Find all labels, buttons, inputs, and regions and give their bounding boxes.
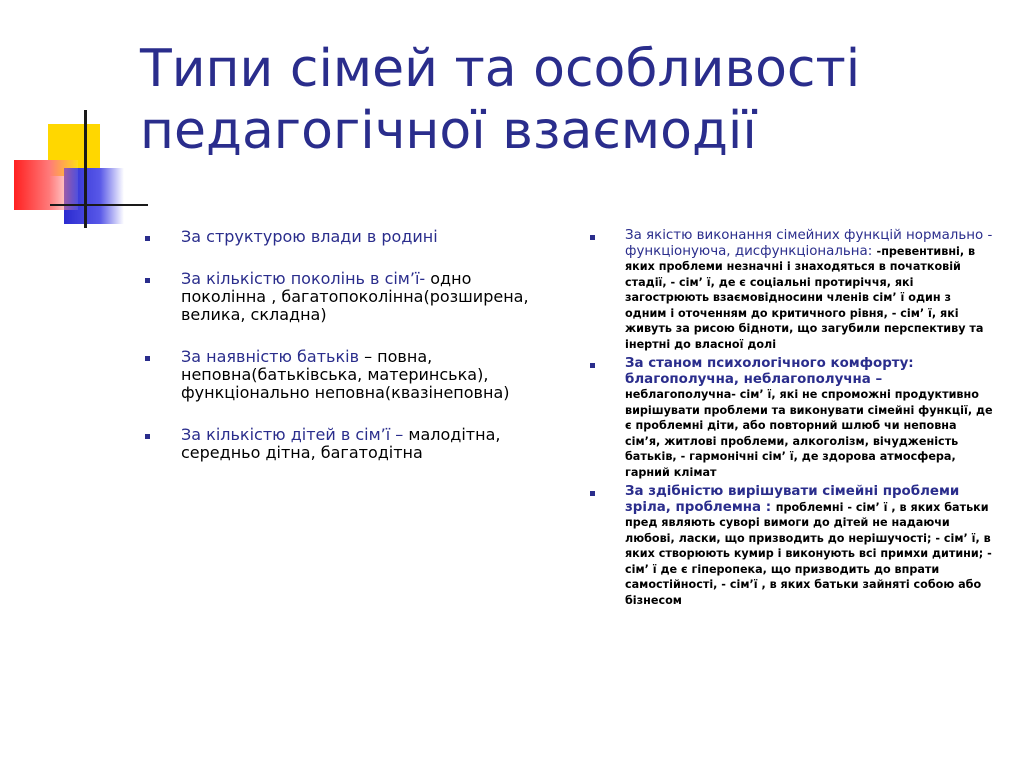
item-text: проблемні - сім’ ї , в яких батьки пред являють суворі вимоги до дітей не надаючи любові, ласки, що призводить до нерішучості; - сім’ ї, в яких створюють кумир і виконують всі примхи дитини; - сім’ ї де є гіперопека, що призводить до впрати самостійності, - сім’ї , в яких батьки зайняті собою або бізнесом	[625, 500, 992, 607]
item-text: одно поколінна , багатопоколінна(розширена, велика, складна)	[181, 269, 529, 324]
bullet-icon	[145, 236, 150, 241]
vertical-line	[84, 110, 87, 228]
bullet-icon	[145, 434, 150, 439]
list-item	[145, 270, 545, 324]
right-bullet-list	[590, 228, 995, 612]
list-item	[145, 426, 545, 462]
list-item	[145, 348, 545, 402]
bullet-icon	[145, 278, 150, 283]
item-label: За кількістю дітей в сім’ї –	[181, 425, 409, 444]
item-label: За здібністю вирішувати сімейні проблеми зріла, проблемна :	[625, 484, 960, 515]
list-item	[145, 228, 545, 246]
item-text: малодітна, середньо дітна, багатодітна	[181, 425, 501, 462]
title-line-1: Типи сімей та особливості	[140, 39, 861, 99]
item-label: За якістю виконання сімейних функцій нормально - функціонуюча, дисфункціональна:	[625, 228, 993, 259]
page-title	[140, 38, 1000, 162]
item-text: – повна, неповна(батьківська, материнська), функціонально неповна(квазінеповна)	[181, 347, 510, 402]
list-item	[590, 484, 995, 608]
item-text: неблагополучна- сім’ ї, які не спроможні продуктивно вирішувати проблеми та виконувати сімейні функції, де є проблемні діти, або повторний шлюб чи неповна сім’я, житлові проблеми, алкоголізм, вічудженість батьків, - гармонічні сім’ ї, де здорова атмосфера, гарний клімат	[625, 388, 993, 479]
item-text: -превентивні, в яких проблеми незначні і знаходяться в початковій стадії, - сім’ ї, де є соціальні протиріччя, які загострюють взаємовідносини членів сім’ ї один з одним і оточенням до критичного рівня, - сім’ ї, які живуть за рисою бідноти, що загубили перспективу та інертні до власної долі	[625, 244, 984, 351]
list-item	[590, 356, 995, 480]
item-label: За кількістю поколінь в сім’ї-	[181, 269, 431, 288]
bullet-icon	[590, 235, 595, 240]
list-item	[590, 228, 995, 352]
red-square	[14, 160, 78, 210]
bullet-icon	[590, 363, 595, 368]
bullet-icon	[145, 356, 150, 361]
item-label: За структурою влади в родині	[181, 227, 438, 246]
bullet-icon	[590, 491, 595, 496]
item-label: За станом психологічного комфорту: благополучна, неблагополучна –	[625, 356, 914, 387]
item-label: За наявністю батьків	[181, 347, 365, 366]
left-bullet-list	[145, 228, 545, 486]
horizontal-line	[50, 204, 148, 206]
decorative-graphic	[10, 110, 150, 230]
title-line-2: педагогічної взаємодії	[140, 101, 757, 161]
